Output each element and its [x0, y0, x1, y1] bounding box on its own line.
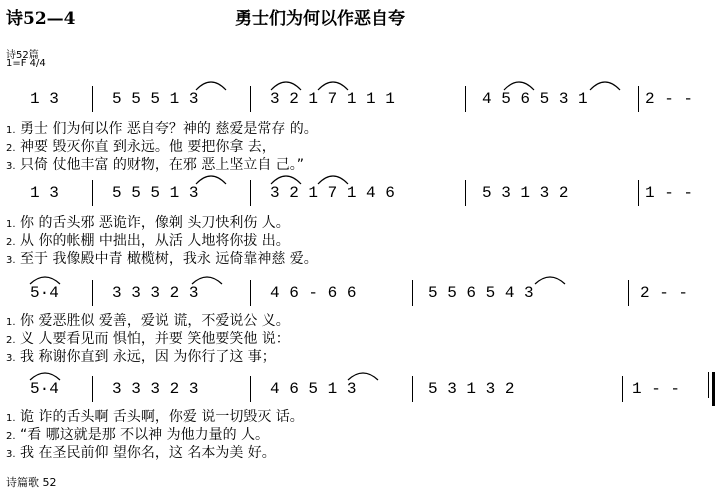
slur-arc — [271, 176, 301, 184]
measure: 1 - - — [632, 380, 681, 398]
lyric-line: 1. 勇士 们为何以作 恶自夸？神的 慈爱是常存 的。 — [6, 121, 318, 137]
source-label: 诗52篇 — [6, 50, 39, 61]
measure: 1 3 — [30, 90, 59, 108]
slur-arc — [504, 82, 534, 90]
lyric-line: 3. 只倚 仗他丰富 的财物，在邪 恶上坚立自 己。” — [6, 157, 305, 173]
measure: 3 2 1 7 1 4 6 — [270, 184, 395, 202]
measure: 1 3 — [30, 184, 59, 202]
measure: 2 - - — [645, 90, 694, 108]
slur-arc — [590, 82, 620, 90]
slur-arc — [30, 373, 60, 380]
lyric-line: 3. 我 称谢你直到 永远，因 为你行了这 事； — [6, 349, 276, 365]
measure: 4 6 5 1 3 — [270, 380, 357, 398]
lyric-line: 1. 诡 诈的舌头啊 舌头啊，你爱 说一切毁灭 话。 — [6, 409, 304, 425]
lyric-line: 2. 从 你的帐棚 中拙出，从活 人地将你拔 出。 — [6, 233, 290, 249]
lyric-line: 3. 我 在圣民前仰 望你名，这 名本为美 好。 — [6, 445, 276, 461]
lyric-line: 1. 你 的舌头邪 恶诡诈，像剃 头刀快利伤 人。 — [6, 215, 290, 231]
key-signature: 1=F 4/4 — [6, 58, 46, 69]
slur-arc — [192, 277, 222, 284]
slur-arc — [196, 176, 226, 184]
slur-arc — [30, 277, 60, 284]
slur-arc — [196, 82, 226, 90]
measure: 5·4 — [30, 284, 59, 302]
measure: 5 5 6 5 4 3 — [428, 284, 534, 302]
hymn-reference: 诗52—4 — [6, 9, 76, 29]
slur-arc — [271, 82, 301, 90]
slur-arc — [318, 82, 348, 90]
slur-arc — [535, 277, 565, 284]
measure: 3 2 1 7 1 1 1 — [270, 90, 395, 108]
measure: 5 5 5 1 3 — [112, 184, 199, 202]
measure: 4 5 6 5 3 1 — [482, 90, 588, 108]
lyric-line: 3. 至于 我像殿中青 橄榄树，我永 远倚靠神慈 爱。 — [6, 251, 318, 267]
measure: 5·4 — [30, 380, 59, 398]
measure: 5 3 1 3 2 — [482, 184, 569, 202]
lyric-line: 2. “看 哪这就是那 不以神 为他力量的 人。 — [6, 427, 270, 443]
measure: 2 - - — [640, 284, 689, 302]
measure: 4 6 - 6 6 — [270, 284, 357, 302]
slur-arc — [318, 176, 348, 184]
footer-label: 诗篇歌 52 — [6, 476, 57, 489]
lyric-line: 2. 神要 毁灭你直 到永远。他 要把你拿 去， — [6, 139, 276, 155]
measure: 3 3 3 2 3 — [112, 380, 199, 398]
measure: 1 - - — [645, 184, 694, 202]
lyric-line: 1. 你 爱恶胜似 爱善，爱说 谎，不爱说公 义。 — [6, 313, 290, 329]
lyric-line: 2. 义 人要看见而 惧怕，并要 笑他要笑他 说： — [6, 331, 290, 347]
measure: 5 3 1 3 2 — [428, 380, 515, 398]
measure: 3 3 3 2 3 — [112, 284, 199, 302]
song-title: 勇士们为何以作恶自夸 — [235, 9, 405, 29]
slur-arc — [348, 373, 378, 380]
measure: 5 5 5 1 3 — [112, 90, 199, 108]
